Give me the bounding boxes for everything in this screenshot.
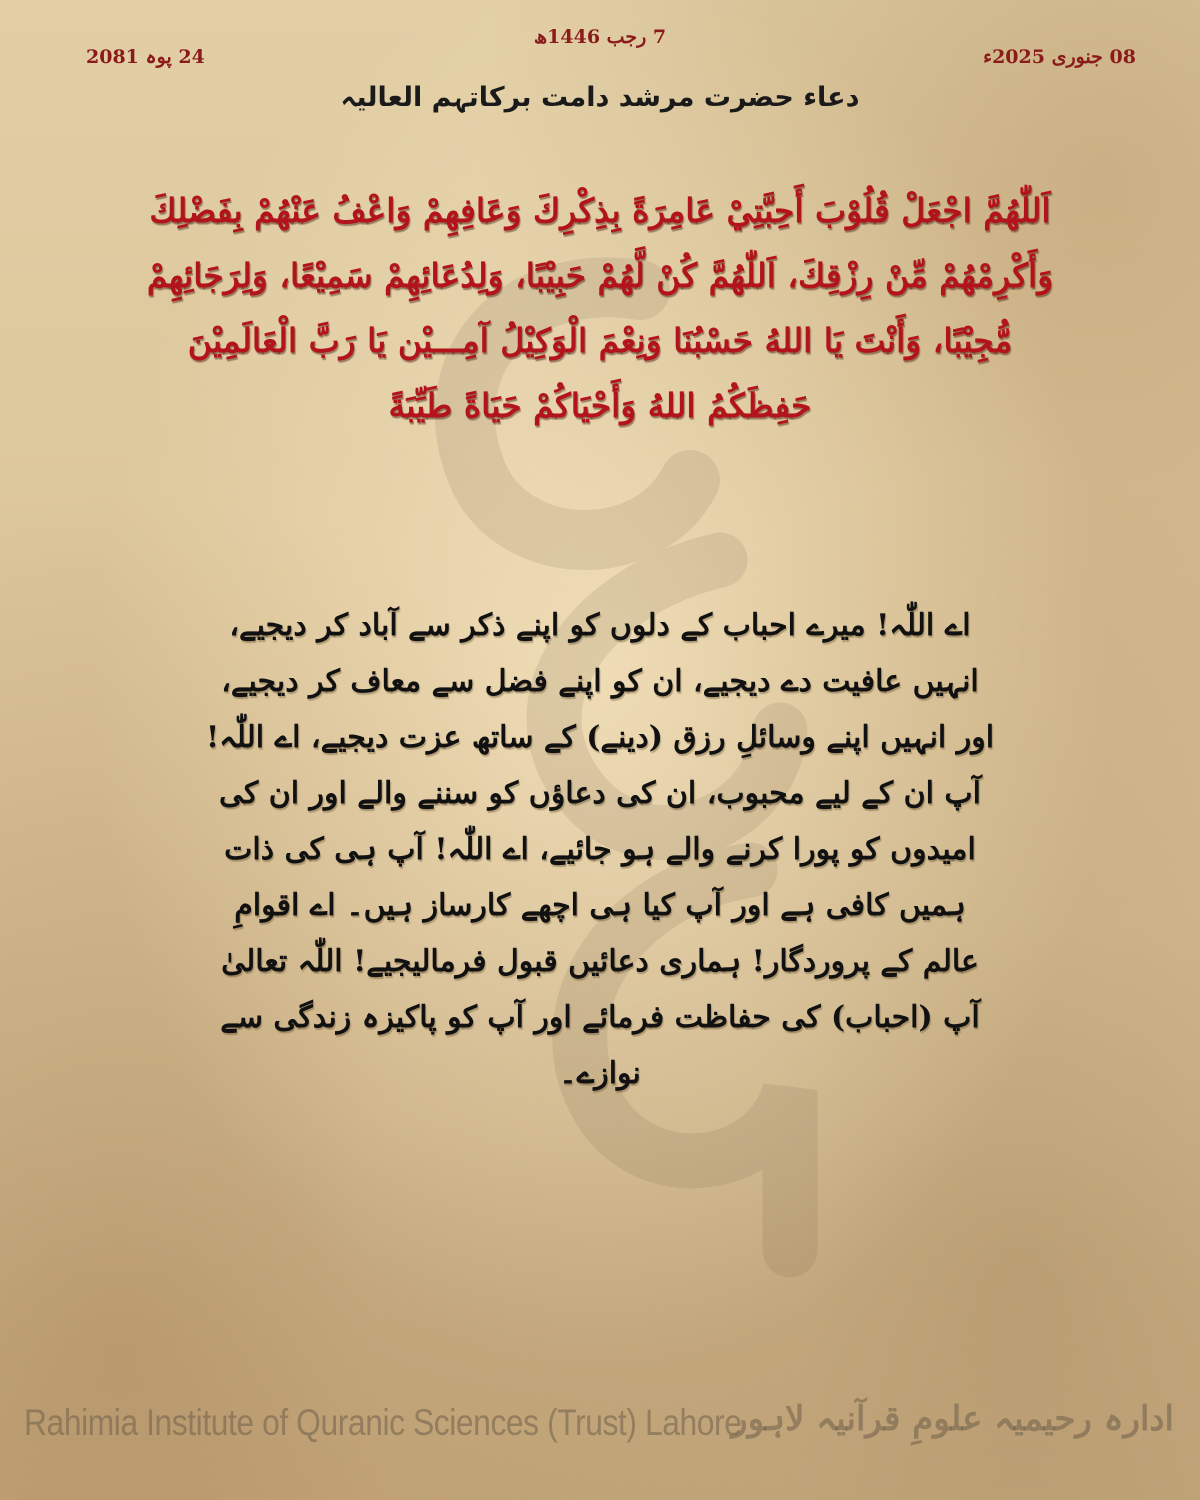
gregorian-date: 08 جنوری 2025ء	[983, 46, 1136, 68]
page-title: دعاء حضرت مرشد دامت برکاتہم العالیہ	[340, 82, 860, 113]
hijri-date: 7 رجب 1446ھ	[533, 26, 667, 48]
bikrami-date: 24 پوہ 2081	[86, 46, 205, 68]
urdu-translation: اے اللّٰہ! میرے احباب کے دلوں کو اپنے ذکر سے آباد کر دیجیے، انہیں عافیت دے دیجیے، ان کو اپنے فضل سے معاف کر دیجیے، اور انہیں اپنے وسائلِ رزق (دینے) کے ساتھ عزت دیجیے، اے اللّٰہ! آپ ان کے لیے محبوب، ان کی دعاؤں کو سننے والے اور ان کی امیدوں کو پورا کرنے والے ہو جائیے، اے اللّٰہ! آپ ہی کی ذات ہمیں کافی ہے اور آپ کیا ہی اچھے کارساز ہیں۔ اے اقوامِ عالم کے پروردگار! ہماری دعائیں قبول فرمالیجیے! اللّٰہ تعالیٰ آپ (احباب) کی حفاظت فرمائے اور آپ کو پاکیزہ زندگی سے نوازے۔	[205, 608, 995, 1091]
institute-name-english: Rahimia Institute of Quranic Sciences (Trust) Lahore	[24, 1402, 742, 1443]
arabic-dua: اَللّٰهُمَّ اجْعَلْ قُلُوْبَ أَحِبَّتِيْ عَامِرَةً بِذِكْرِكَ وَعَافِهِمْ وَاعْفُ عَنْهُمْ بِفَضْلِكَ وَأَكْرِمْهُمْ مِّنْ رِزْقِكَ، اَللّٰهُمَّ كُنْ لَّهُمْ حَبِيْبًا، وَلِدُعَائِهِمْ سَمِيْعًا، وَلِرَجَائِهِمْ مُّجِيْبًا، وَأَنْتَ يَا اللهُ حَسْبُنَا وَنِعْمَ الْوَكِيْلُ آمِـــيْن يَا رَبَّ الْعَالَمِيْنَ حَفِظَكُمُ اللهُ وَأَحْيَاكُمْ حَيَاةً طَيِّبَةً	[146, 191, 1054, 425]
institute-name-urdu: ادارہ رحیمیہ علومِ قرآنیہ لاہور	[731, 1399, 1174, 1439]
